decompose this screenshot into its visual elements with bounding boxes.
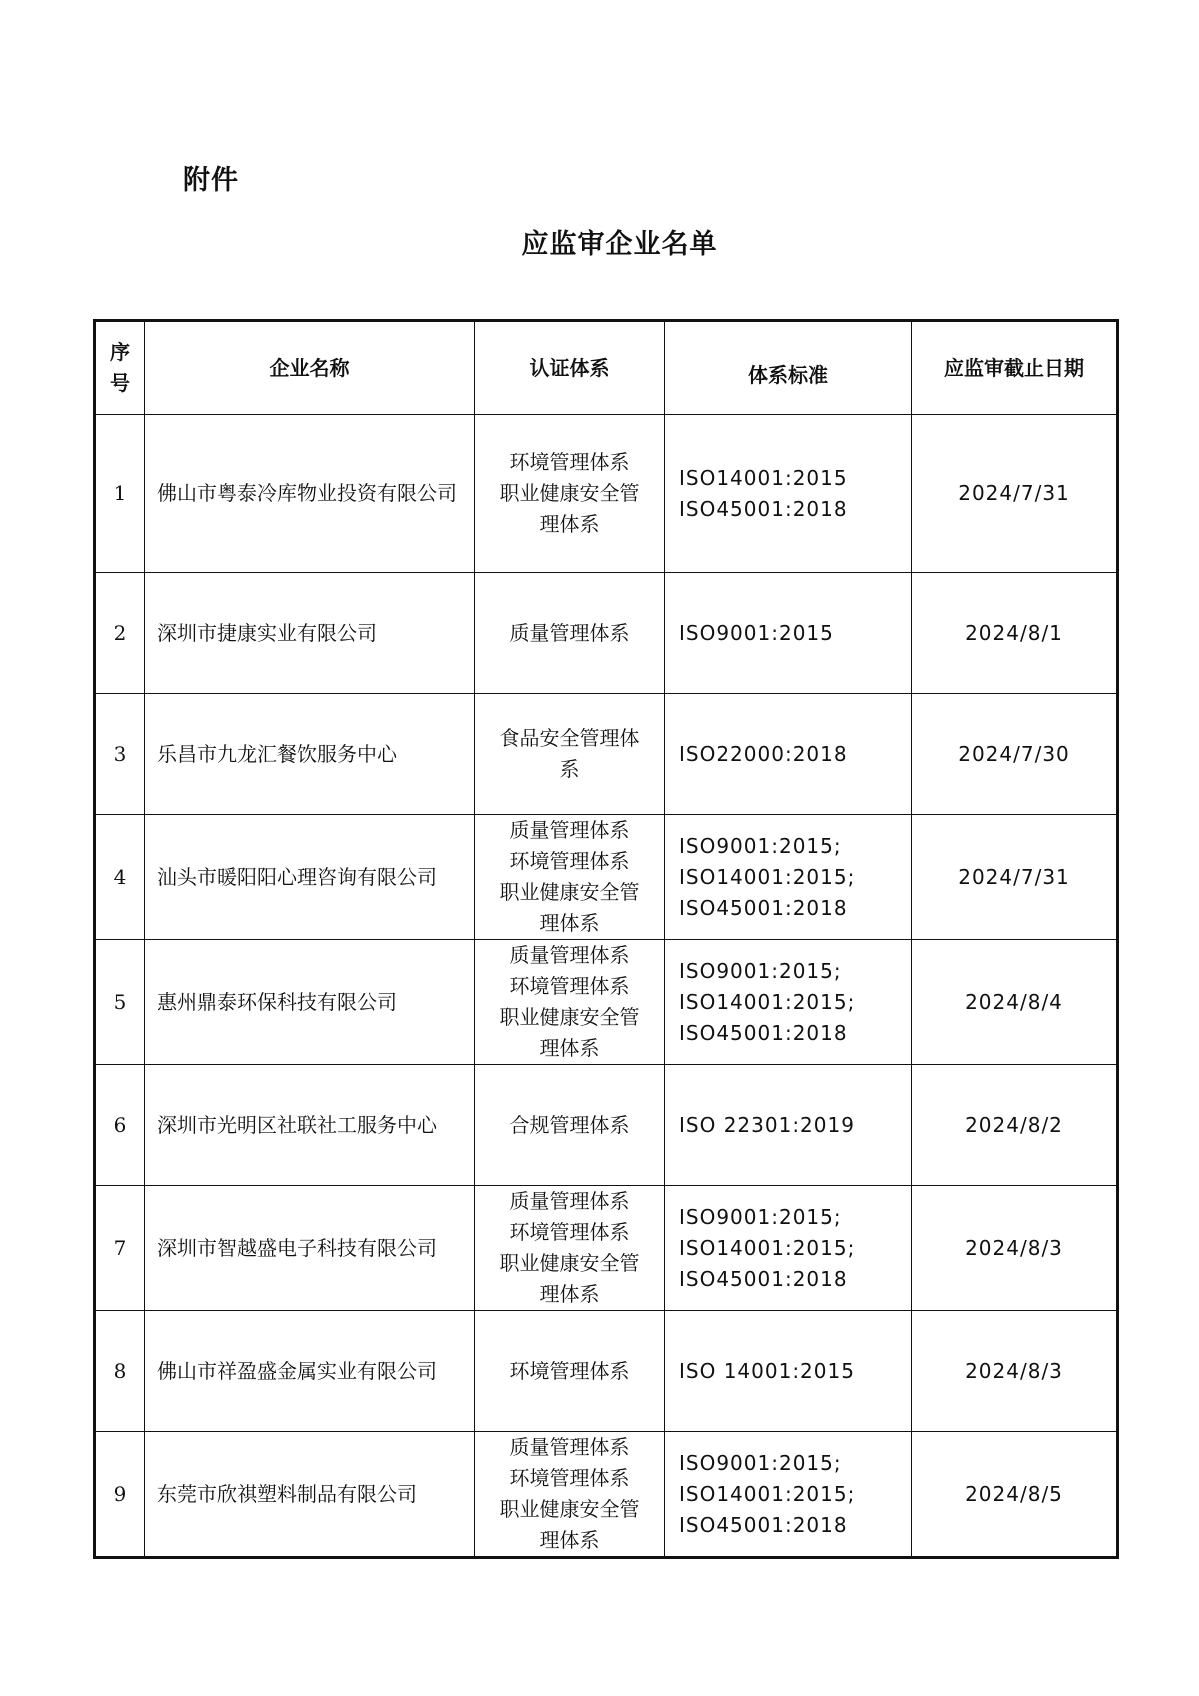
certification-system [475,415,665,573]
table-row [95,1186,1118,1311]
system-line: 质量管理体系 [509,1435,630,1459]
system-line: 合规管理体系 [509,1112,630,1137]
row-number: 9 [95,1432,145,1558]
system-line: 理体系 [539,512,600,536]
standard-line: ISO 14001:2015 [679,1358,855,1383]
system-line: 质量管理体系 [509,818,630,842]
page-title: 应监审企业名单 [521,229,718,260]
standard-line: ISO9001:2015; [679,1204,842,1229]
col-header-company: 企业名称 [145,321,475,415]
row-number: 5 [95,940,145,1065]
audit-deadline: 2024/8/1 [912,573,1118,694]
col-header-standard: 体系标准 [665,321,912,415]
standard-line: ISO45001:2018 [679,895,848,920]
table-header-row [95,321,1118,415]
row-number: 4 [95,815,145,940]
audit-deadline: 2024/8/3 [912,1311,1118,1432]
system-line: 质量管理体系 [509,943,630,967]
col-header-system: 认证体系 [475,321,665,415]
system-line: 职业健康安全管 [499,481,640,505]
table-row [95,1065,1118,1186]
system-line: 职业健康安全管 [499,880,640,904]
system-line: 理体系 [539,1282,600,1306]
standard-line: ISO14001:2015 [679,465,848,490]
standard-line: ISO9001:2015; [679,958,842,983]
system-line: 职业健康安全管 [499,1251,640,1275]
col-header-no: 序号 [95,321,145,415]
attachment-label: 附件 [183,165,239,196]
system-line: 理体系 [539,1036,600,1060]
audit-deadline: 2024/8/3 [912,1186,1118,1311]
standard-line: ISO14001:2015; [679,1481,856,1506]
company-name: 东莞市欣祺塑料制品有限公司 [145,1432,475,1558]
company-name: 深圳市光明区社联社工服务中心 [145,1065,475,1186]
system-line: 环境管理体系 [509,849,630,873]
standard-line: ISO14001:2015; [679,864,856,889]
company-name: 乐昌市九龙汇餐饮服务中心 [145,694,475,815]
audit-deadline: 2024/7/31 [912,415,1118,573]
company-name: 汕头市暖阳阳心理咨询有限公司 [145,815,475,940]
certification-system [475,1432,665,1558]
system-line: 环境管理体系 [509,450,630,474]
system-standard [665,573,912,694]
system-line: 系 [559,757,580,781]
company-name: 深圳市捷康实业有限公司 [145,573,475,694]
certification-system [475,815,665,940]
row-number: 7 [95,1186,145,1311]
company-name: 惠州鼎泰环保科技有限公司 [145,940,475,1065]
system-line: 理体系 [539,1528,600,1552]
table-row [95,1432,1118,1558]
row-number: 1 [95,415,145,573]
system-standard [665,694,912,815]
system-line: 环境管理体系 [509,1220,630,1244]
certification-system [475,694,665,815]
standard-line: ISO9001:2015 [679,620,834,645]
col-header-deadline: 应监审截止日期 [912,321,1118,415]
system-standard [665,1432,912,1558]
system-line: 质量管理体系 [509,1189,630,1213]
system-standard [665,1065,912,1186]
certification-system [475,1311,665,1432]
system-line: 职业健康安全管 [499,1497,640,1521]
company-name: 佛山市粤泰冷库物业投资有限公司 [145,415,475,573]
enterprise-table [93,319,1119,1559]
audit-deadline: 2024/8/5 [912,1432,1118,1558]
system-line: 质量管理体系 [509,620,630,645]
certification-system [475,940,665,1065]
audit-deadline: 2024/8/2 [912,1065,1118,1186]
system-standard [665,815,912,940]
table-row [95,940,1118,1065]
system-standard [665,940,912,1065]
table-row [95,694,1118,815]
audit-deadline: 2024/7/31 [912,815,1118,940]
standard-line: ISO9001:2015; [679,1450,842,1475]
audit-deadline: 2024/7/30 [912,694,1118,815]
table-row [95,1311,1118,1432]
company-name: 佛山市祥盈盛金属实业有限公司 [145,1311,475,1432]
system-line: 环境管理体系 [509,974,630,998]
system-line: 食品安全管理体 [499,726,640,750]
system-standard [665,1311,912,1432]
table-row [95,415,1118,573]
system-standard [665,1186,912,1311]
standard-line: ISO14001:2015; [679,1235,856,1260]
row-number: 2 [95,573,145,694]
system-line: 环境管理体系 [509,1358,630,1383]
certification-system [475,573,665,694]
system-line: 理体系 [539,911,600,935]
system-line: 环境管理体系 [509,1466,630,1490]
certification-system [475,1065,665,1186]
standard-line: ISO22000:2018 [679,741,848,766]
standard-line: ISO45001:2018 [679,1020,848,1045]
standard-line: ISO45001:2018 [679,1266,848,1291]
row-number: 8 [95,1311,145,1432]
table-row [95,573,1118,694]
company-name: 深圳市智越盛电子科技有限公司 [145,1186,475,1311]
standard-line: ISO 22301:2019 [679,1112,855,1137]
system-line: 职业健康安全管 [499,1005,640,1029]
standard-line: ISO45001:2018 [679,1512,848,1537]
audit-deadline: 2024/8/4 [912,940,1118,1065]
row-number: 6 [95,1065,145,1186]
row-number: 3 [95,694,145,815]
table-row [95,815,1118,940]
certification-system [475,1186,665,1311]
standard-line: ISO45001:2018 [679,496,848,521]
standard-line: ISO14001:2015; [679,989,856,1014]
standard-line: ISO9001:2015; [679,833,842,858]
system-standard [665,415,912,573]
